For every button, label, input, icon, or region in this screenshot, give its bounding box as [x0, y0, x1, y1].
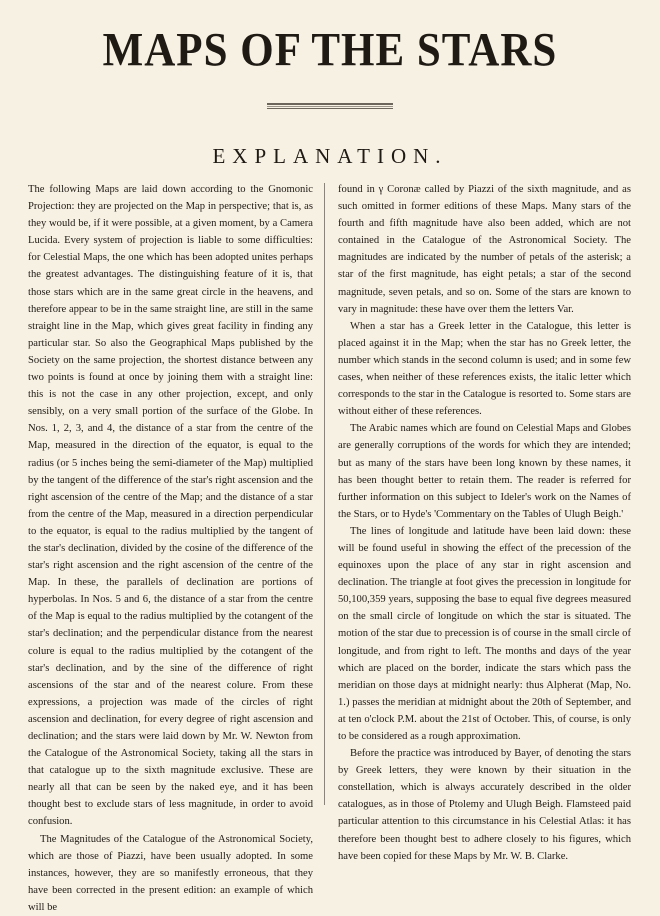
- paragraph: found in γ Coronæ called by Piazzi of the sixth magnitude, and as such omitted in former editions of these Maps. Many stars of the fourth and fifth magnitude have also been added, which are not contained in the Catalogue of the Astronomical Society. The magnitudes are indicated by the number of petals of the asterisk; a star of the first magnitude, has eight petals; a star of the second magnitude, seven petals, and so on. Some of the stars are known to vary in magnitude: these have over them the letters Var.: [338, 184, 631, 315]
- right-column: [338, 181, 631, 865]
- paragraph: When a star has a Greek letter in the Catalogue, this letter is placed against it in the Map; when the star has no Greek letter, the number which stands in the second column is used; and in some few cases, when neither of these references exists, the italic letter which corresponds to the star in the Catalogue is resorted to. Some stars are without either of these references.: [338, 320, 631, 418]
- paragraph: The following Maps are laid down according to the Gnomonic Projection: they are projected on the Map in perspective; that is, as they would be, if it were possible, at a given moment, by a Camera Lucida. Every system of projection is liable to some difficulties: for Celestial Maps, the one which has been adopted unites perhaps the greatest advantages. The distinguishing feature of it is, that those stars which are in the same great circle in the heavens, and therefore appear to be in the same straight line, are still in the same straight line in the Map, which gives great facility in finding any particular star. So also the Geographical Maps published by the Society on the same projection, the shortest distance between any two points is found at once by joining them with a straight line: this is not the case in any other projection, except, and only sensibly, on a very small portion of the surface of the Globe. In Nos. 1, 2, 3, and 4, the distance of a star from the centre of the Map, measured in the direction of the equator, is equal to the radius (or 5 inches being the semi-diameter of the Map) multiplied by the tangent of the difference of the star's right ascension and the right ascension of the centre of the Map; and the distance of a star from the centre of the Map, measured in a direction perpendicular to the equator, is equal to the radius multiplied by the tangent of the star's declination, divided by the cosine of the difference of the star's right ascension and the right ascension of the centre of the Map. In these, the parallels of declination are portions of hyperbolas. In Nos. 5 and 6, the distance of a star from the centre of the Map is equal to the radius multiplied by the cotangent of the star's declination; and the perpendicular distance from the nearest colure is equal to the radius multiplied by the cotangent of the star's declination, and by the sine of the difference of right ascensions of the star and of the nearest colure. From these expressions, a projection was made of the circles of right ascension and declination, for every degree of right ascension and declination; and the stars were laid down by Mr. W. Newton from the Catalogue of the Astronomical Society, taking all the stars in that catalogue up to the sixth magnitude exclusive. These are nearly all that can be seen by the naked eye, and it has been thought best to exclude stars of less magnitude, in order to avoid confusion.: [28, 184, 313, 828]
- title-rule: [267, 103, 393, 109]
- left-column: [28, 181, 313, 916]
- page-title: MAPS OF THE STARS: [102, 24, 558, 77]
- paragraph: The Magnitudes of the Catalogue of the Astronomical Society, which are those of Piazzi, have been usually adopted. In some instances, however, they are so manifestly erroneous, that they have been corrected in the present edition: an example of which will be: [28, 833, 313, 913]
- section-heading: EXPLANATION.: [212, 144, 448, 168]
- column-divider: [324, 183, 325, 805]
- paragraph: The Arabic names which are found on Celestial Maps and Globes are generally corruptions of the words for which they are intended; but as many of the stars have been long known by these names, it has been thought better to retain them. The reader is referred for further information on this subject to Ideler's work on the Names of the Stars, or to Hyde's 'Commentary on the Tables of Ulugh Beigh.': [338, 423, 631, 520]
- paragraph: Before the practice was introduced by Bayer, of denoting the stars by Greek letters, they were known by their situation in the constellation, which is always accurately described in the older catalogues, as in those of Ptolemy and Ulugh Beigh. Flamsteed paid particular attention to this circumstance in his Celestial Atlas: it has therefore been thought best to adhere closely to his figures, which have been copied for these Maps by Mr. W. B. Clarke.: [338, 748, 631, 862]
- paragraph: The lines of longitude and latitude have been laid down: these will be found useful in showing the effect of the precession of the equinoxes upon the place of any star in right ascension and declination. The triangle at foot gives the precession in longitude for 50,100,359 years, supposing the base to equal five degrees measured on the small circle of longitude on which the star is situated. The motion of the star due to precession is of course in the small circle of longitude, and from right to left. The months and days of the year which are placed on the border, indicate the stars which pass the meridian on those days at midnight nearly: thus Alpherat (Map, No. 1.) passes the meridian at midnight about the 20th of September, and at ten o'clock P.M. about the 21st of October. This, of course, is only to be considered as a rough approximation.: [338, 525, 631, 742]
